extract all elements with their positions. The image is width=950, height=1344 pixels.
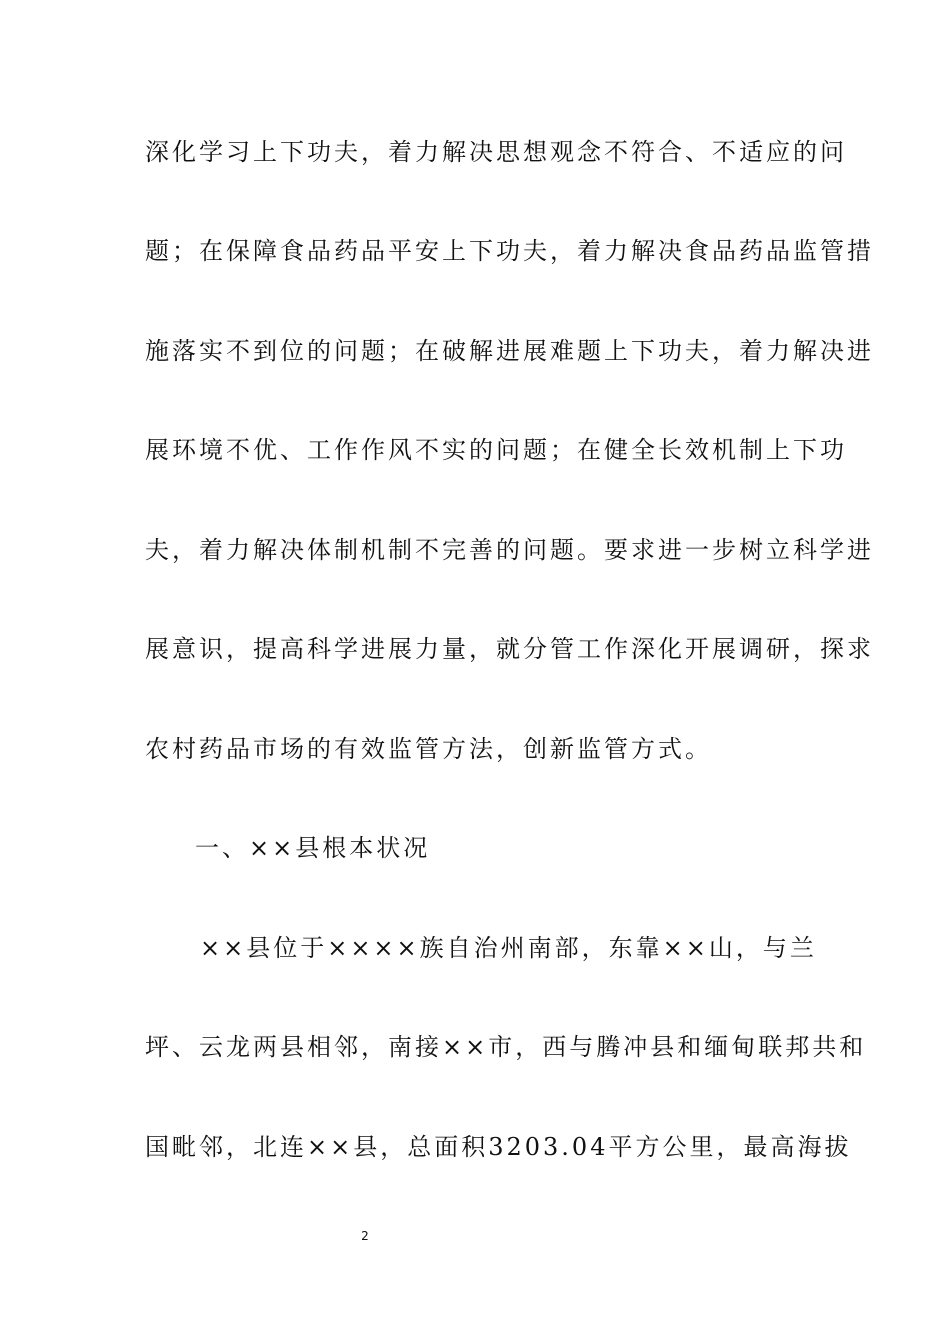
paragraph-line-9: ××县位于××××族自治州南部，东靠××山，与兰 <box>200 934 817 962</box>
paragraph-line-4: 展环境不优、工作作风不实的问题；在健全长效机制上下功 <box>145 436 847 464</box>
paragraph-line-1: 深化学习上下功夫，着力解决思想观念不符合、不适应的问 <box>145 138 847 166</box>
paragraph-line-11: 国毗邻，北连××县，总面积3203.04平方公里，最高海拔 <box>145 1133 852 1161</box>
paragraph-line-5: 夫，着力解决体制机制不完善的问题。要求进一步树立科学进 <box>145 536 874 564</box>
section-heading: 一、××县根本状况 <box>195 834 431 862</box>
paragraph-line-10: 坪、云龙两县相邻，南接××市，西与腾冲县和缅甸联邦共和 <box>145 1033 867 1061</box>
paragraph-line-3: 施落实不到位的问题；在破解进展难题上下功夫，着力解决进 <box>145 337 874 365</box>
paragraph-line-2: 题；在保障食品药品平安上下功夫，着力解决食品药品监管措 <box>145 237 874 265</box>
paragraph-line-6: 展意识，提高科学进展力量，就分管工作深化开展调研，探求 <box>145 635 874 663</box>
paragraph-line-7: 农村药品市场的有效监管方法，创新监管方式。 <box>145 735 712 763</box>
page-number: 2 <box>361 1229 369 1243</box>
